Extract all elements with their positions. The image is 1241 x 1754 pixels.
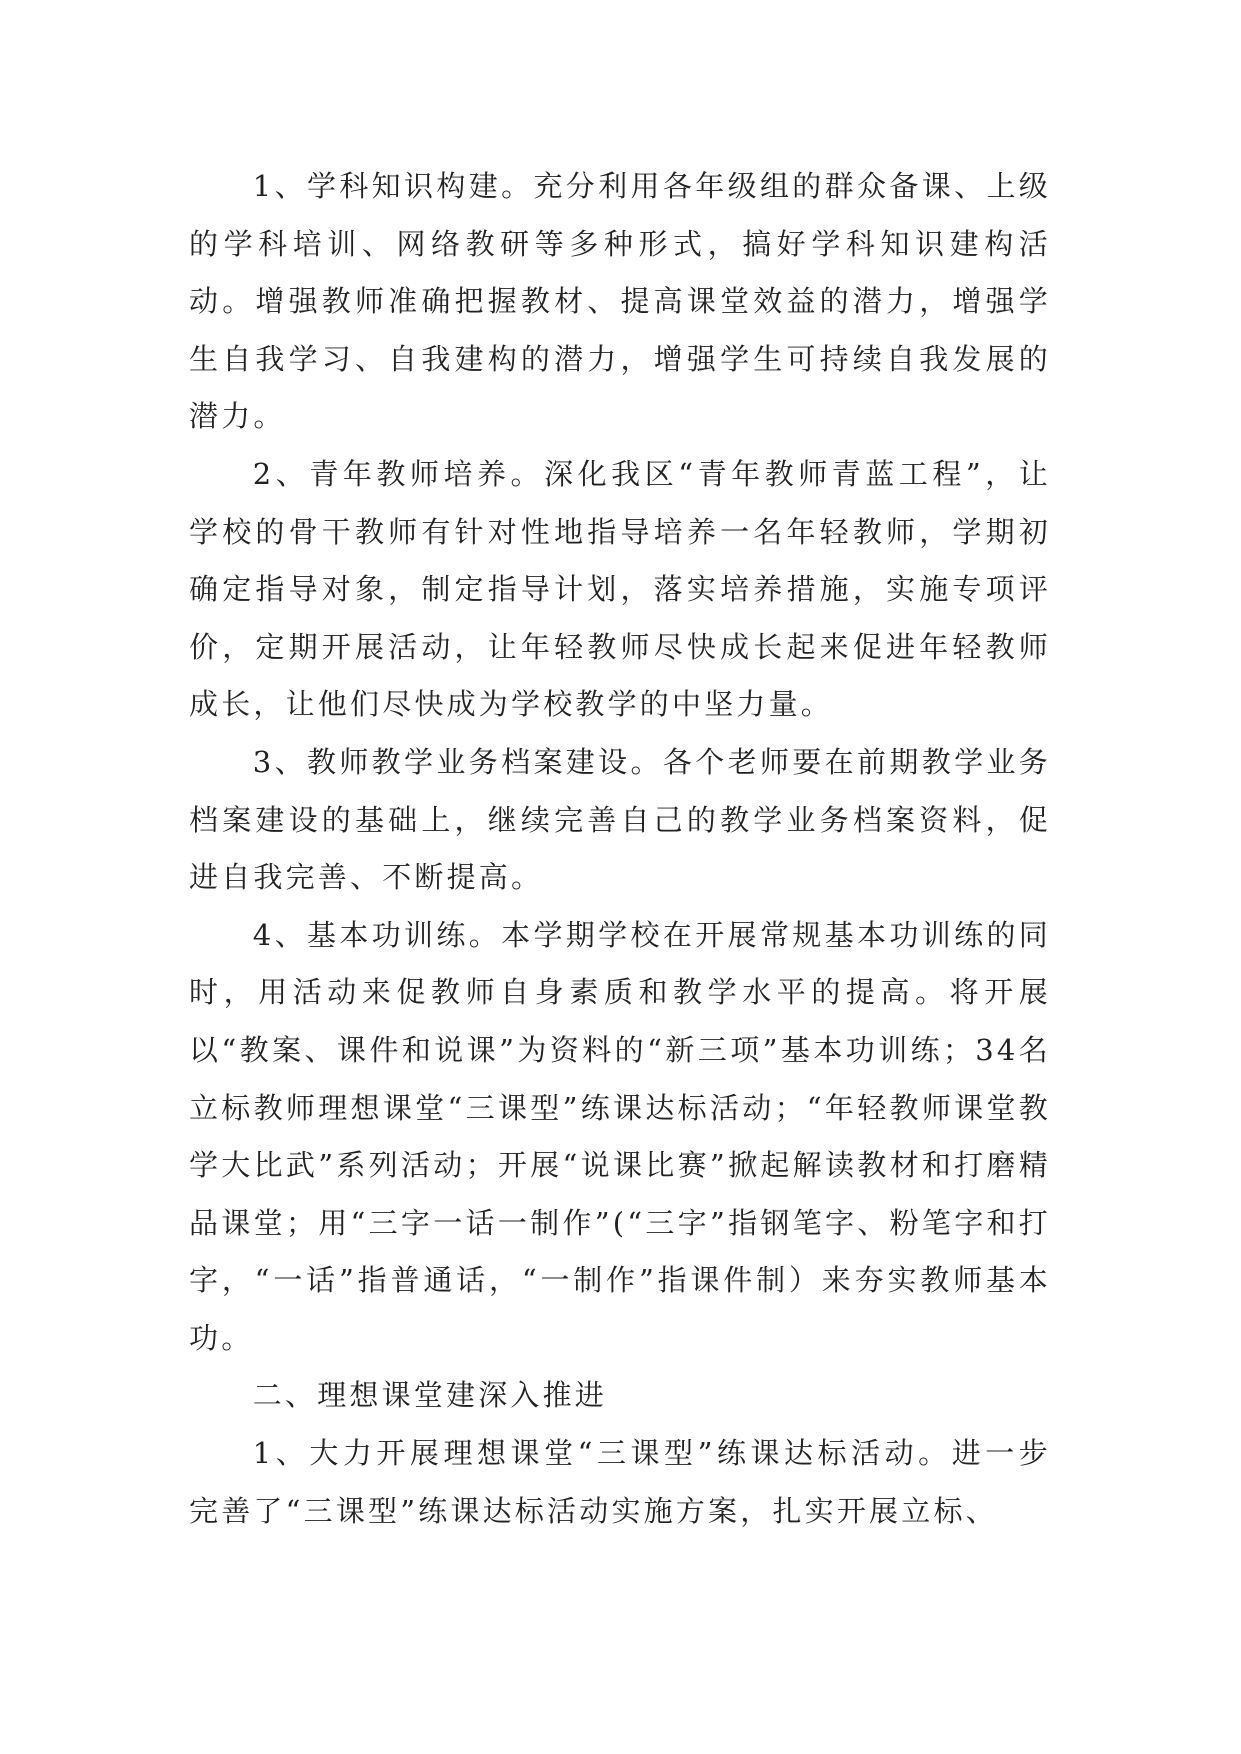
paragraph-three-lesson-types: 1、大力开展理想课堂“三课型”练课达标活动。进一步完善了“三课型”练课达标活动实施方案，扎实开展立标、 [189, 1436, 1051, 1528]
paragraph-young-teacher-training: 2、青年教师培养。深化我区“青年教师青蓝工程”，让学校的骨干教师有针对性地指导培养一名年轻教师，学期初确定指导对象，制定指导计划，落实培养措施，实施专项评价，定期开展活动，让年轻教师尽快成长起来促进年轻教师成长，让他们尽快成为学校教学的中坚力量。 [189, 456, 1051, 722]
paragraph-teaching-archive: 3、教师教学业务档案建设。各个老师要在前期教学业务档案建设的基础上，继续完善自己的教学业务档案资料，促进自我完善、不断提高。 [189, 744, 1051, 895]
paragraph-basic-skills-training: 4、基本功训练。本学期学校在开展常规基本功训练的同时，用活动来促教师自身素质和教学水平的提高。将开展以“教案、课件和说课”为资料的“新三项”基本功训练；34名立标教师理想课堂“三课型”练课达标活动；“年轻教师课堂教学大比武”系列活动；开展“说课比赛”掀起解读教材和打磨精品课堂；用“三字一话一制作”(“三字”指钢笔字、粉笔字和打字，“一话”指普通话，“一制作”指课件制）来夯实教师基本功。 [189, 917, 1051, 1355]
document-body [189, 158, 1051, 1540]
section-heading-ideal-classroom: 二、理想课堂建深入推进 [252, 1378, 607, 1413]
paragraph-knowledge-construction: 1、学科知识构建。充分利用各年级组的群众备课、上级的学科培训、网络教研等多种形式，搞好学科知识建构活动。增强教师准确把握教材、提高课堂效益的潜力，增强学生自我学习、自我建构的潜力，增强学生可持续自我发展的潜力。 [189, 169, 1051, 434]
